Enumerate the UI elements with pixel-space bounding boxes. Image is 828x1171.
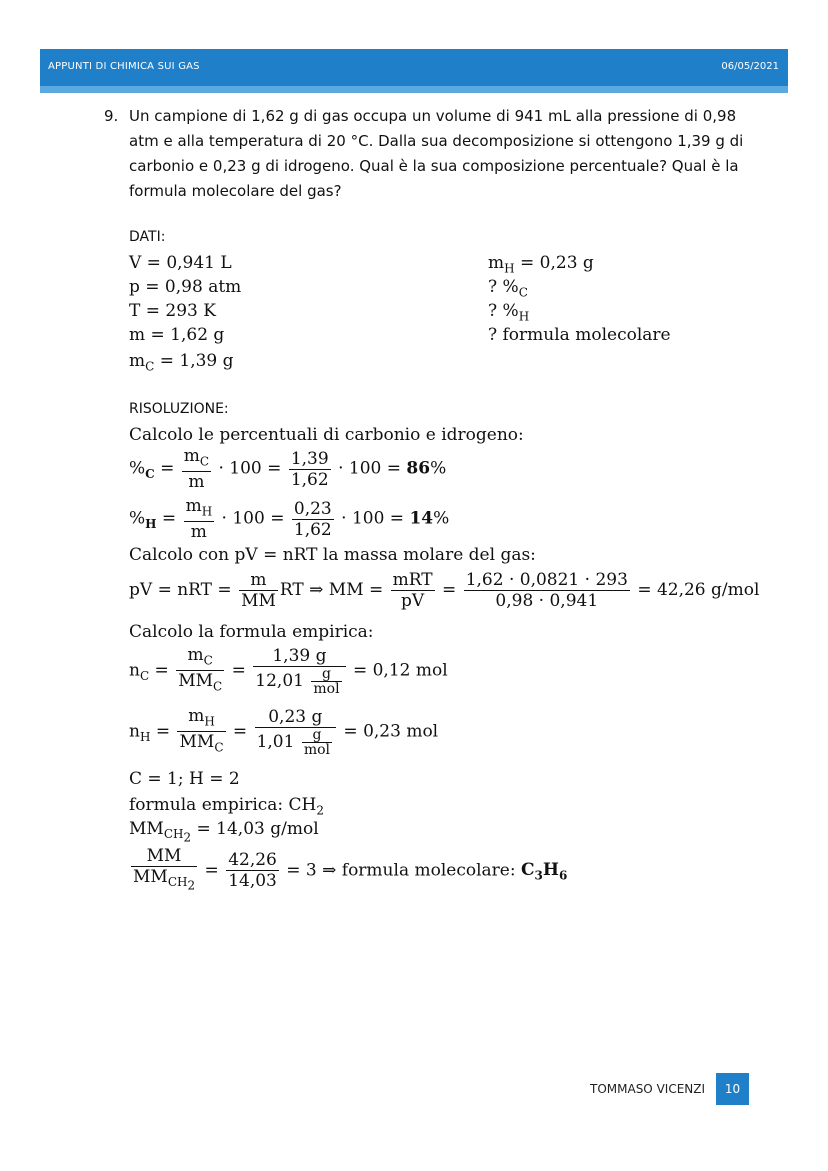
solution-intro-percent: Calcolo le percentuali di carbonio e idrogeno: xyxy=(129,425,524,445)
molar-mass-denominator: 0,98 · 0,941 xyxy=(495,591,599,611)
header-underline xyxy=(40,86,788,93)
header-date: 06/05/2021 xyxy=(721,61,779,72)
moles-hydrogen-denominator: 1,01 xyxy=(256,731,295,752)
question xyxy=(104,104,754,204)
footer-author: TOMMASO VICENZI xyxy=(590,1082,706,1096)
moles-carbon-denominator: 12,01 xyxy=(255,670,304,691)
equation-percent-carbon: $\%_C$ = $\frac{m_C}{m}$ · 100 = $\frac{1,39}{1,62}$ · 100 = 86% xyxy=(129,446,447,493)
page-header xyxy=(40,49,788,86)
moles-hydrogen-numerator: 0,23 g xyxy=(255,707,336,728)
solution-intro-molar-mass: Calcolo con pV = nRT la massa molare del gas: xyxy=(129,545,536,565)
moles-hydrogen-result: = 0,23 mol xyxy=(343,721,439,742)
data-temperature: T = 293 K xyxy=(129,301,216,321)
data-unknown-pc: ? $\%_C$ xyxy=(488,277,528,300)
atom-ratio: C = 1; H = 2 xyxy=(129,769,240,789)
data-mass-carbon: $m_C = 1,39$ g xyxy=(129,351,234,374)
solution-intro-empirical: Calcolo la formula empirica: xyxy=(129,622,374,642)
data-unknown-formula: ? formula molecolare xyxy=(488,325,671,345)
percent-hydrogen-result: 14 xyxy=(409,508,434,529)
equation-molecular-formula: $\frac{MM}{MM_{CH_2}}$ = $\frac{42,26}{14,03}$ = 3 ⇒ formula molecolare: $C_3H_6$ xyxy=(133,846,568,893)
page-number: 10 xyxy=(716,1073,749,1105)
equation-molar-mass: pV = nRT = $\frac{m}{MM}$ RT ⇒ MM = $\frac{\text{mRT}}{pV}$ = $\frac{1,62 \cdot 0,0821 \cdot 293}{0,98 \cdot 0,941}$ = 42,26 g/mol xyxy=(129,570,760,611)
percent-carbon-result: 86 xyxy=(406,458,431,479)
unknown-mark-c: ? xyxy=(488,277,498,297)
equation-moles-hydrogen: $n_H$ = $\frac{m_H}{MM_C}$ = 0,23 g 1,01 $\frac{g}{\text{mol}}$ = 0,23 mol xyxy=(129,706,439,758)
molar-mass-numerator: 1,62 · 0,0821 · 293 xyxy=(465,570,628,590)
unknown-mark-h: ? xyxy=(488,301,498,321)
data-volume: V = 0,941 L xyxy=(129,253,232,273)
solution-label: RISOLUZIONE: xyxy=(129,401,229,417)
mass-hydrogen-value: 0,23 g xyxy=(539,253,594,273)
question-number: 9. xyxy=(104,107,119,125)
final-ratio-numerator: 42,26 xyxy=(228,850,277,871)
final-ratio-text: = 3 ⇒ formula molecolare: xyxy=(286,860,516,881)
header-title: APPUNTI DI CHIMICA SUI GAS xyxy=(48,61,200,72)
data-label: DATI: xyxy=(129,229,166,245)
data-mass: m = 1,62 g xyxy=(129,325,225,345)
question-text: Un campione di 1,62 g di gas occupa un volume di 941 mL alla pressione di 0,98 atm e alla temperatura di 20 °C. Dalla sua decomposizione si ottengono 1,39 g di carbonio e 0,23 g di idrogeno. Qual è la sua composizione percentuale? Qual è la formula molecolare del gas? xyxy=(129,107,744,200)
final-ratio-denominator: 14,03 xyxy=(228,871,277,892)
empirical-formula-label: formula empirica: CH xyxy=(129,795,317,815)
empirical-formula: formula empirica: $CH_2$ xyxy=(129,795,325,818)
data-pressure: p = 0,98 atm xyxy=(129,277,242,297)
empirical-molar-mass-value: = 14,03 g/mol xyxy=(196,819,319,839)
equation-moles-carbon: $n_C$ = $\frac{m_C}{MM_C}$ = 1,39 g 12,01 $\frac{g}{\text{mol}}$ = 0,12 mol xyxy=(129,645,448,697)
data-unknown-ph: ? $\%_H$ xyxy=(488,301,530,324)
data-mass-hydrogen: $m_H = 0,23$ g xyxy=(488,253,594,276)
molar-mass-result: = 42,26 g/mol xyxy=(637,580,760,600)
molecular-formula-result: $C_3H_6$ xyxy=(520,860,568,883)
equation-percent-hydrogen: $\%_H$ = $\frac{m_H}{m}$ · 100 = $\frac{0,23}{1,62}$ · 100 = 14% xyxy=(129,496,450,543)
mass-carbon-value: 1,39 g xyxy=(179,351,234,371)
empirical-molar-mass: $MM_{CH_2} = 14,03$ g/mol xyxy=(129,819,319,845)
moles-carbon-result: = 0,12 mol xyxy=(352,660,448,681)
moles-carbon-numerator: 1,39 g xyxy=(253,646,345,667)
